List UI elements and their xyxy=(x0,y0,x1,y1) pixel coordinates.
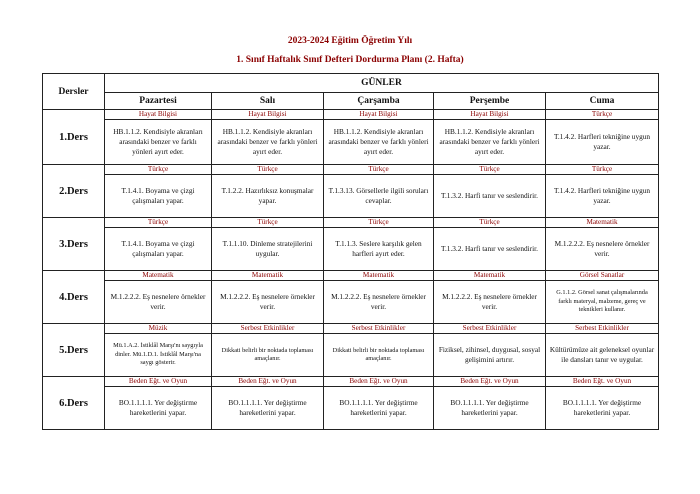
subject-cell: Beden Eğt. ve Oyun xyxy=(212,377,324,387)
subject-cell: Türkçe xyxy=(212,165,324,175)
outcome-row xyxy=(43,387,659,430)
lesson-label: 5.Ders xyxy=(43,324,105,377)
lesson-label: 1.Ders xyxy=(43,110,105,165)
dersler-header: Dersler xyxy=(43,74,105,110)
outcome-cell: T.1.3.13. Görsellerle ilgili soruları cevaplar. xyxy=(324,175,434,218)
outcome-cell: Dikkati belirli bir noktada toplaması amaçlanır. xyxy=(212,334,324,377)
lesson-row xyxy=(43,377,659,387)
outcome-cell: BO.1.1.1.1. Yer değiştirme hareketlerini yapar. xyxy=(434,387,546,430)
lesson-row xyxy=(43,271,659,281)
subject-cell: Müzik xyxy=(105,324,212,334)
subject-cell: Türkçe xyxy=(546,165,659,175)
subject-cell: Matematik xyxy=(212,271,324,281)
subject-cell: Hayat Bilgisi xyxy=(105,110,212,120)
day-header-sali: Salı xyxy=(212,93,324,110)
outcome-cell: BO.1.1.1.1. Yer değiştirme hareketlerini yapar. xyxy=(324,387,434,430)
subject-cell: Beden Eğt. ve Oyun xyxy=(546,377,659,387)
subject-cell: Türkçe xyxy=(434,218,546,228)
lesson-row xyxy=(43,324,659,334)
subject-cell: Beden Eğt. ve Oyun xyxy=(434,377,546,387)
subject-cell: Hayat Bilgisi xyxy=(212,110,324,120)
day-header-persembe: Perşembe xyxy=(434,93,546,110)
outcome-cell: M.1.2.2.2. Eş nesnelere örnekler verir. xyxy=(324,281,434,324)
subject-cell: Matematik xyxy=(324,271,434,281)
outcome-cell: T.1.4.1. Boyama ve çizgi çalışmaları yapar. xyxy=(105,228,212,271)
subject-cell: Serbest Etkinlikler xyxy=(546,324,659,334)
subject-cell: Beden Eğt. ve Oyun xyxy=(105,377,212,387)
lesson-row xyxy=(43,110,659,120)
outcome-cell: T.1.4.2. Harfleri tekniğine uygun yazar. xyxy=(546,120,659,165)
outcome-row xyxy=(43,334,659,377)
subject-cell: Türkçe xyxy=(212,218,324,228)
outcome-cell: Kültürümüze ait geleneksel oyunlar ile dansları tanır ve uygular. xyxy=(546,334,659,377)
outcome-row xyxy=(43,120,659,165)
gunler-header: GÜNLER xyxy=(105,74,659,93)
outcome-cell: HB.1.1.2. Kendisiyle akranları arasındaki benzer ve farklı yönleri ayırt eder. xyxy=(212,120,324,165)
outcome-cell: M.1.2.2.2. Eş nesnelere örnekler verir. xyxy=(105,281,212,324)
subject-cell: Serbest Etkinlikler xyxy=(212,324,324,334)
outcome-cell: T.1.4.1. Boyama ve çizgi çalışmaları yapar. xyxy=(105,175,212,218)
subject-cell: Beden Eğt. ve Oyun xyxy=(324,377,434,387)
outcome-cell: T.1.3.2. Harfi tanır ve seslendirir. xyxy=(434,175,546,218)
outcome-cell: M.1.2.2.2. Eş nesnelere örnekler verir. xyxy=(546,228,659,271)
outcome-cell: M.1.2.2.2. Eş nesnelere örnekler verir. xyxy=(434,281,546,324)
subject-cell: Matematik xyxy=(105,271,212,281)
lesson-row xyxy=(43,218,659,228)
subject-cell: Serbest Etkinlikler xyxy=(434,324,546,334)
outcome-row xyxy=(43,281,659,324)
outcome-cell: T.1.2.2. Hazırlıksız konuşmalar yapar. xyxy=(212,175,324,218)
subject-cell: Türkçe xyxy=(324,218,434,228)
subject-cell: Serbest Etkinlikler xyxy=(324,324,434,334)
lesson-row xyxy=(43,165,659,175)
subject-cell: Görsel Sanatlar xyxy=(546,271,659,281)
subject-cell: Türkçe xyxy=(105,218,212,228)
outcome-row xyxy=(43,175,659,218)
outcome-cell: Mü.1.A.2. İstiklâl Marşı'nı saygıyla dinler. Mü.1.D.1. İstiklâl Marşı'na saygı gösterir. xyxy=(105,334,212,377)
outcome-cell: T.1.3.2. Harfi tanır ve seslendirir. xyxy=(434,228,546,271)
outcome-cell: T.1.4.2. Harfleri tekniğine uygun yazar. xyxy=(546,175,659,218)
outcome-cell: M.1.2.2.2. Eş nesnelere örnekler verir. xyxy=(212,281,324,324)
outcome-cell: HB.1.1.2. Kendisiyle akranları arasındaki benzer ve farklı yönleri ayırt eder. xyxy=(324,120,434,165)
subject-cell: Türkçe xyxy=(105,165,212,175)
outcome-cell: T.1.1.3. Seslere karşılık gelen harfleri ayırt eder. xyxy=(324,228,434,271)
outcome-cell: HB.1.1.2. Kendisiyle akranları arasındaki benzer ve farklı yönleri ayırt eder. xyxy=(105,120,212,165)
lesson-label: 2.Ders xyxy=(43,165,105,218)
subject-cell: Hayat Bilgisi xyxy=(434,110,546,120)
outcome-cell: HB.1.1.2. Kendisiyle akranları arasındaki benzer ve farklı yönleri ayırt eder. xyxy=(434,120,546,165)
subject-cell: Matematik xyxy=(434,271,546,281)
outcome-cell: Fiziksel, zihinsel, duygusal, sosyal gelişimini artırır. xyxy=(434,334,546,377)
lesson-label: 6.Ders xyxy=(43,377,105,430)
subject-cell: Hayat Bilgisi xyxy=(324,110,434,120)
outcome-row xyxy=(43,228,659,271)
outcome-cell: Dikkati belirli bir noktada toplaması amaçlanır. xyxy=(324,334,434,377)
day-header-carsamba: Çarşamba xyxy=(324,93,434,110)
lesson-label: 3.Ders xyxy=(43,218,105,271)
weekly-plan-table xyxy=(42,73,659,430)
outcome-cell: BO.1.1.1.1. Yer değiştirme hareketlerini yapar. xyxy=(212,387,324,430)
document-title: 2023-2024 Eğitim Öğretim Yılı xyxy=(287,36,413,46)
subject-cell: Türkçe xyxy=(434,165,546,175)
outcome-cell: BO.1.1.1.1. Yer değiştirme hareketlerini yapar. xyxy=(105,387,212,430)
subject-cell: Türkçe xyxy=(546,110,659,120)
day-header-pazartesi: Pazartesi xyxy=(105,93,212,110)
outcome-cell: G.1.1.2. Görsel sanat çalışmalarında farklı materyal, malzeme, gereç ve teknikleri kullanır. xyxy=(546,281,659,324)
lesson-label: 4.Ders xyxy=(43,271,105,324)
outcome-cell: T.1.1.10. Dinleme stratejilerini uygular. xyxy=(212,228,324,271)
subject-cell: Türkçe xyxy=(324,165,434,175)
day-header-cuma: Cuma xyxy=(546,93,659,110)
subject-cell: Matematik xyxy=(546,218,659,228)
document-subtitle: 1. Sınıf Haftalık Sınıf Defteri Dordurma Planı (2. Hafta) xyxy=(236,55,464,65)
plan-body xyxy=(43,110,659,430)
outcome-cell: BO.1.1.1.1. Yer değiştirme hareketlerini yapar. xyxy=(546,387,659,430)
